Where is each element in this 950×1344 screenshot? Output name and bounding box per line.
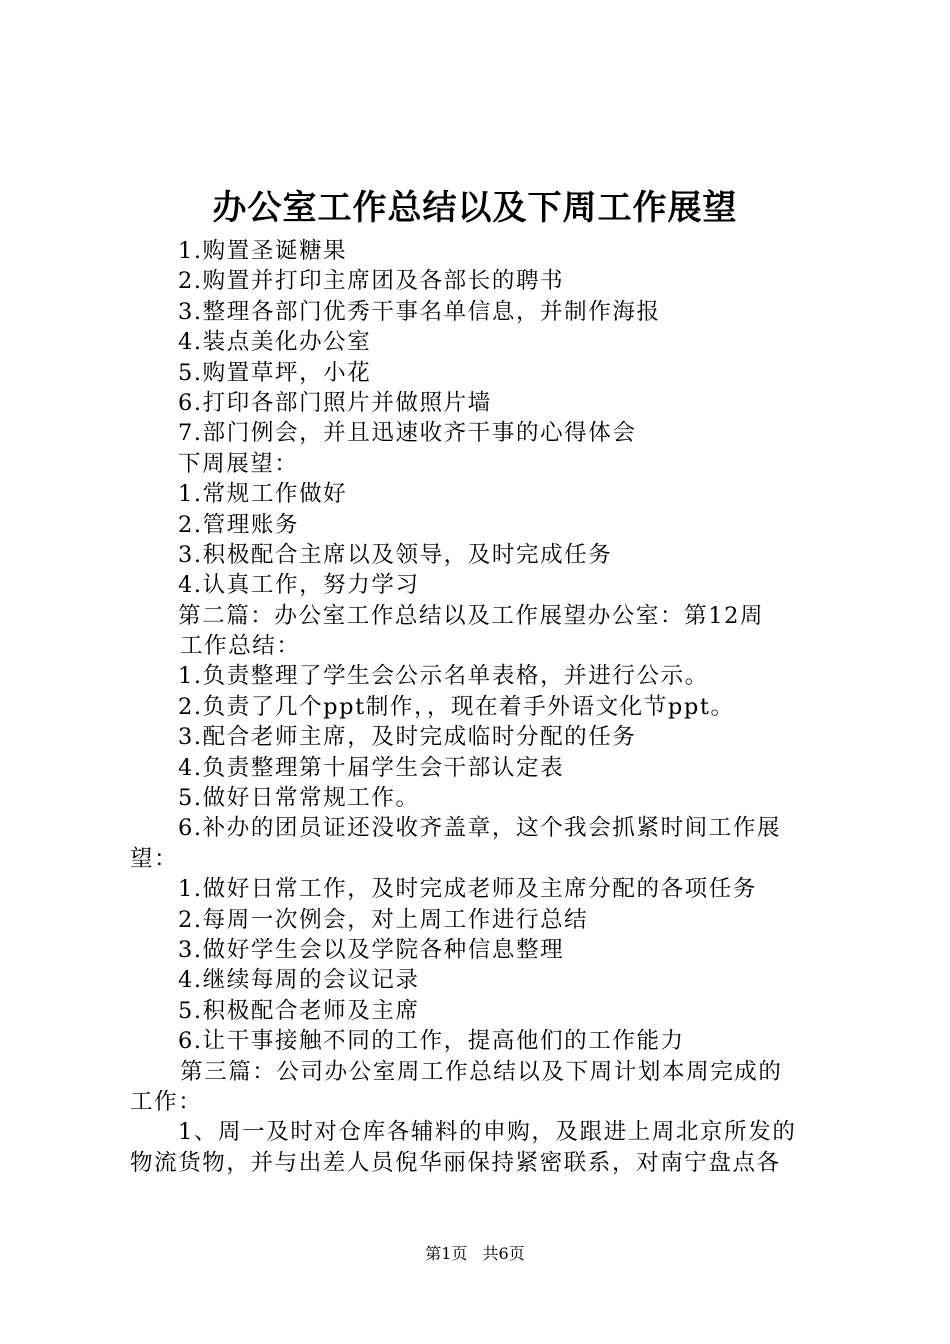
paragraph-line: 3.积极配合主席以及领导，及时完成任务 bbox=[178, 541, 613, 568]
paragraph-line: 4.认真工作，努力学习 bbox=[178, 572, 420, 599]
document-title: 办公室工作总结以及下周工作展望 bbox=[212, 188, 738, 228]
document-body bbox=[130, 236, 830, 1178]
paragraph-line: 5.积极配合老师及主席 bbox=[178, 997, 420, 1024]
paragraph-line: 1、周一及时对仓库各辅料的申购，及跟进上周北京所发的 bbox=[178, 1119, 797, 1146]
paragraph-line: 1.购置圣诞糖果 bbox=[178, 238, 348, 264]
page-footer bbox=[0, 1243, 950, 1265]
paragraph-line: 3.做好学生会以及学院各种信息整理 bbox=[178, 936, 565, 963]
section-heading: 工作总结： bbox=[180, 633, 301, 660]
paragraph-line: 1.做好日常工作，及时完成老师及主席分配的各项任务 bbox=[178, 876, 757, 903]
paragraph-line: 2.管理账务 bbox=[178, 511, 300, 538]
section-heading: 下周展望： bbox=[178, 450, 299, 477]
section-heading: 第三篇：公司办公室周工作总结以及下周计划本周完成的 bbox=[180, 1058, 783, 1085]
page-total: 共6页 bbox=[482, 1244, 525, 1263]
paragraph-line: 3.整理各部门优秀干事名单信息，并制作海报 bbox=[178, 298, 661, 325]
paragraph-line: 物流货物，并与出差人员倪华丽保持紧密联系，对南宁盘点各 bbox=[130, 1149, 781, 1176]
paragraph-line: 6.让干事接触不同的工作，提高他们的工作能力 bbox=[178, 1028, 685, 1055]
paragraph-line: 4.继续每周的会议记录 bbox=[178, 967, 420, 994]
paragraph-line: 望： bbox=[130, 845, 179, 872]
paragraph-line: 3.配合老师主席，及时完成临时分配的任务 bbox=[178, 724, 637, 751]
paragraph-line: 1.常规工作做好 bbox=[178, 481, 348, 508]
paragraph-line: 6.补办的团员证还没收齐盖章，这个我会抓紧时间工作展 bbox=[178, 815, 782, 842]
paragraph-line: 4.负责整理第十届学生会干部认定表 bbox=[178, 754, 565, 781]
section-heading: 第二篇：办公室工作总结以及工作展望办公室：第12周 bbox=[178, 602, 765, 629]
paragraph-line: 6.打印各部门照片并做照片墙 bbox=[178, 389, 492, 416]
page-number: 第1页 bbox=[425, 1244, 468, 1263]
paragraph-line: 工作： bbox=[130, 1088, 203, 1115]
paragraph-line: 2.负责了几个ppt制作，，现在着手外语文化节ppt。 bbox=[178, 693, 735, 720]
paragraph-line: 2.购置并打印主席团及各部长的聘书 bbox=[178, 268, 565, 295]
paragraph-line: 7.部门例会，并且迅速收齐干事的心得体会 bbox=[178, 420, 637, 447]
paragraph-line: 2.每周一次例会，对上周工作进行总结 bbox=[178, 906, 589, 933]
paragraph-line: 1.负责整理了学生会公示名单表格，并进行公示。 bbox=[178, 663, 709, 690]
paragraph-line: 4.装点美化办公室 bbox=[178, 329, 372, 356]
paragraph-line: 5.购置草坪，小花 bbox=[178, 359, 372, 386]
paragraph-line: 5.做好日常常规工作。 bbox=[178, 785, 420, 812]
